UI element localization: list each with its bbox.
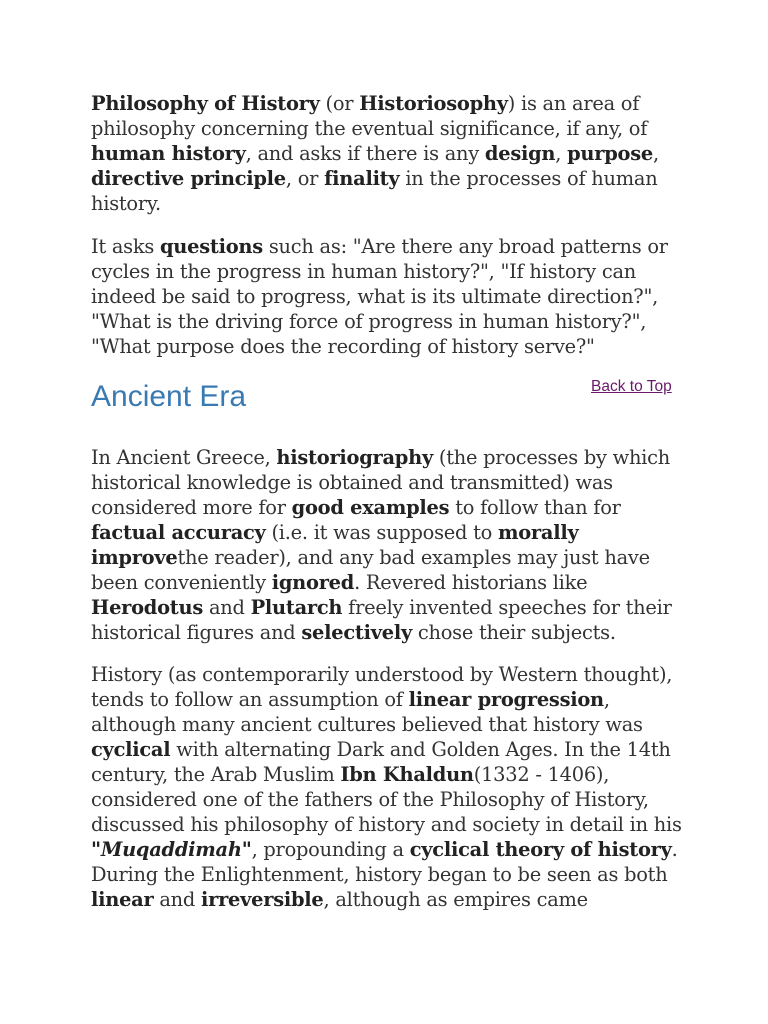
emphasized-term: Historiosophy [359, 92, 508, 115]
emphasized-term: purpose [567, 142, 653, 165]
emphasized-term: ignored [271, 571, 355, 594]
emphasized-term: human history [91, 142, 246, 165]
intro-paragraph-1: Philosophy of History (or Historiosophy) is an area of philosophy concerning the eventual significance, if any, of human history, and asks if there is any design, purpose, directive principle, or finality in the processes of human history. [91, 92, 659, 215]
emphasized-term: cyclical theory of history [409, 838, 672, 861]
emphasized-term: Herodotus [91, 596, 204, 619]
emphasized-term: linear [91, 888, 154, 911]
emphasized-term: linear progression [408, 688, 604, 711]
intro-paragraph-2: It asks questions such as: "Are there any broad patterns or cycles in the progress in human history?", "If history can indeed be said to progress, what is its ultimate direction?", "What is the driving force of progress in human history?", "What purpose does the recording of history serve?" [91, 235, 668, 358]
ancient-era-paragraph-2: History (as contemporarily understood by Western thought), tends to follow an assumption of linear progression, although many ancient cultures believed that history was cyclical with alternating Dark and Golden Ages. In the 14th century, the Arab Muslim Ibn Khaldun(1332 - 1406), considered one of the fathers of the Philosophy of History, discussed his philosophy of history and society in detail in his "Muqaddimah", propounding a cyclical theory of history. During the Enlightenment, history began to be seen as both linear and irreversible, although as empires came [91, 663, 682, 911]
emphasized-term: finality [324, 167, 400, 190]
emphasized-term: design [484, 142, 556, 165]
emphasized-term: irreversible [201, 888, 324, 911]
emphasized-term: Plutarch [250, 596, 343, 619]
ancient-era-paragraph-1: In Ancient Greece, historiography (the processes by which historical knowledge is obtained and transmitted) was considered more for good examples to follow than for factual accuracy (i.e. it was supposed to morally improvethe reader), and any bad examples may just have been conveniently ignored. Revered historians like Herodotus and Plutarch freely invented speeches for their historical figures and selectively chose their subjects. [91, 446, 672, 644]
emphasized-term: factual accuracy [91, 521, 266, 544]
emphasized-term: historiography [276, 446, 433, 469]
emphasized-term: Ibn Khaldun [340, 763, 474, 786]
emphasized-term: directive principle [91, 167, 286, 190]
emphasized-term: Philosophy of History [91, 92, 320, 115]
section-heading-ancient-era: Ancient Era [91, 380, 247, 413]
back-to-top-link[interactable]: Back to Top [591, 378, 672, 395]
emphasized-term: cyclical [91, 738, 171, 761]
emphasized-term: selectively [301, 621, 412, 644]
emphasized-term: questions [160, 235, 263, 258]
emphasized-term: "Muqaddimah" [91, 838, 252, 861]
emphasized-term: good examples [291, 496, 450, 519]
emphasized-term: morally improve [91, 521, 579, 569]
